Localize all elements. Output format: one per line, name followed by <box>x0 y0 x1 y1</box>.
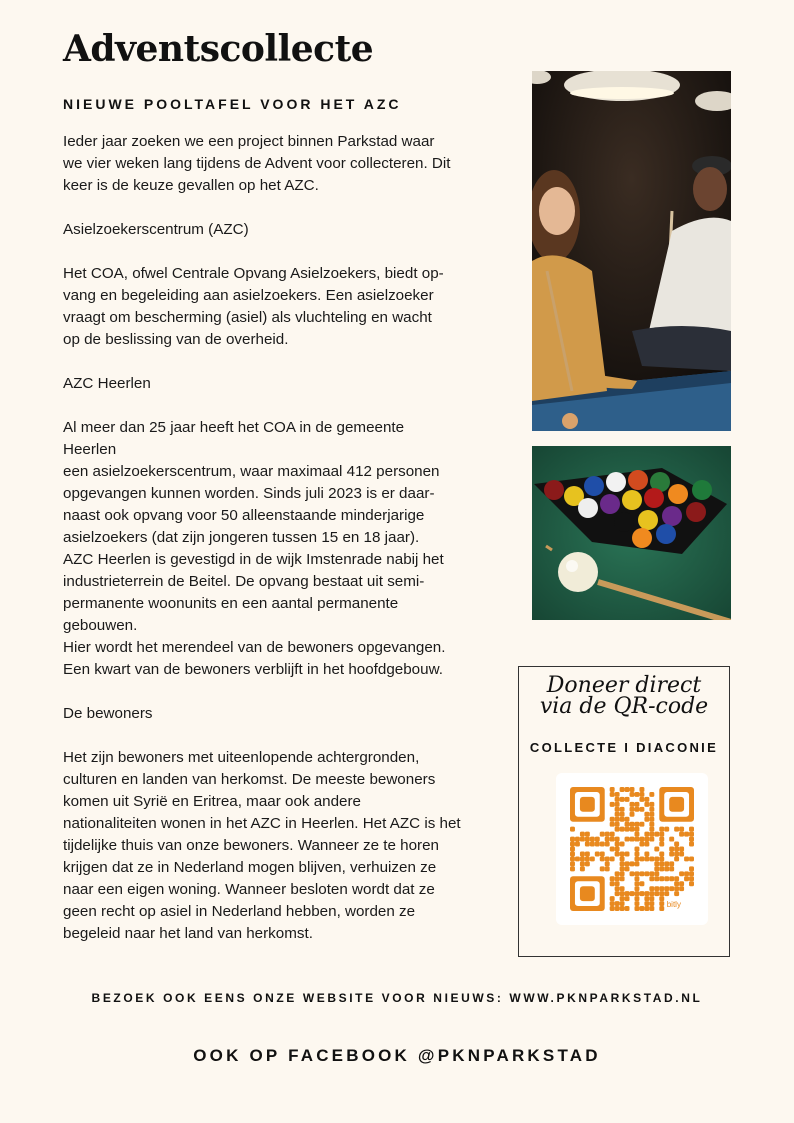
bewoners-line: nationaliteiten wonen in het AZC in Heerlen. Het AZC is het <box>63 815 461 832</box>
heerlen-line: permanente woonunits en een aantal permanente <box>63 595 399 612</box>
heerlen-line: opgevangen kunnen worden. Sinds juli 2023 is er daar- <box>63 485 435 502</box>
bewoners-line: culturen en landen van herkomst. De meeste bewoners <box>63 771 436 788</box>
bewoners-line: geen recht op asiel in Nederland hebben, worden ze <box>63 903 416 920</box>
coa-line: op de beslissing van de overheid. <box>63 331 289 348</box>
heerlen-line: een asielzoekerscentrum, waar maximaal 412 personen <box>63 463 440 480</box>
heerlen-line: Al meer dan 25 jaar heeft het COA in de gemeente <box>63 419 405 436</box>
billiard-balls-photo <box>532 446 731 620</box>
donation-subtitle: COLLECTE I DIACONIE <box>529 740 719 755</box>
donation-title <box>519 675 729 717</box>
heerlen-line: gebouwen. <box>63 617 138 634</box>
heerlen-line: Heerlen <box>63 441 117 458</box>
page-subtitle: NIEUWE POOLTAFEL VOOR HET AZC <box>63 96 402 112</box>
intro-line: we vier weken lang tijdens de Advent voor collecteren. Dit <box>63 155 451 172</box>
qr-code[interactable] <box>556 773 708 925</box>
bewoners-line: Het zijn bewoners met uiteenlopende achtergronden, <box>63 749 420 766</box>
intro-line: Ieder jaar zoeken we een project binnen Parkstad waar <box>63 133 435 150</box>
bewoners-line: komen uit Syrië en Eritrea, maar ook andere <box>63 793 361 810</box>
intro-line: keer is de keuze gevallen op het AZC. <box>63 177 319 194</box>
donation-title-line: via de QR-code <box>539 694 709 719</box>
heerlen-line: Een kwart van de bewoners verblijft in het hoofdgebouw. <box>63 661 443 678</box>
section-heading-bewoners: De bewoners <box>63 705 153 722</box>
facebook-footer: OOK OP FACEBOOK @PKNPARKSTAD <box>193 1046 601 1065</box>
heerlen-line: asielzoekers (dat zijn jongeren tussen 15 en 18 jaar). <box>63 529 420 546</box>
section-heading-azc: Asielzoekerscentrum (AZC) <box>63 221 249 238</box>
bewoners-line: tijdelijke thuis van onze bewoners. Wanneer ze te horen <box>63 837 439 854</box>
page-title: Adventscollecte <box>63 28 374 70</box>
article-body <box>63 131 518 945</box>
website-footer: BEZOEK OOK EENS ONZE WEBSITE VOOR NIEUWS: WWW.PKNPARKSTAD.NL <box>91 991 703 1005</box>
heerlen-line: naast ook opvang voor 50 alleenstaande minderjarige <box>63 507 425 524</box>
section-heading-heerlen: AZC Heerlen <box>63 375 151 392</box>
heerlen-line: industrieterrein de Beitel. De opvang bestaat uit semi- <box>63 573 425 590</box>
bitly-logo: bitly <box>666 900 681 910</box>
heerlen-line: Hier wordt het merendeel van de bewoners opgevangen. <box>63 639 446 656</box>
bewoners-line: begeleid naar het land van herkomst. <box>63 925 313 942</box>
heerlen-line: AZC Heerlen is gevestigd in de wijk Imstenrade nabij het <box>63 551 444 568</box>
coa-line: Het COA, ofwel Centrale Opvang Asielzoekers, biedt op- <box>63 265 444 282</box>
bewoners-line: naar een eigen woning. Wanneer besloten wordt dat ze <box>63 881 435 898</box>
bewoners-line: krijgen dat ze in Nederland mogen blijven, verhuizen ze <box>63 859 437 876</box>
donation-title-line: Doneer direct <box>546 673 702 698</box>
qr-code-icon <box>556 773 708 925</box>
donation-box <box>518 666 730 957</box>
people-playing-pool-photo <box>532 71 731 431</box>
coa-line: vraagt om bescherming (asiel) als vluchteling en wacht <box>63 309 432 326</box>
coa-line: vang en begeleiding aan asielzoekers. Een asielzoeker <box>63 287 434 304</box>
